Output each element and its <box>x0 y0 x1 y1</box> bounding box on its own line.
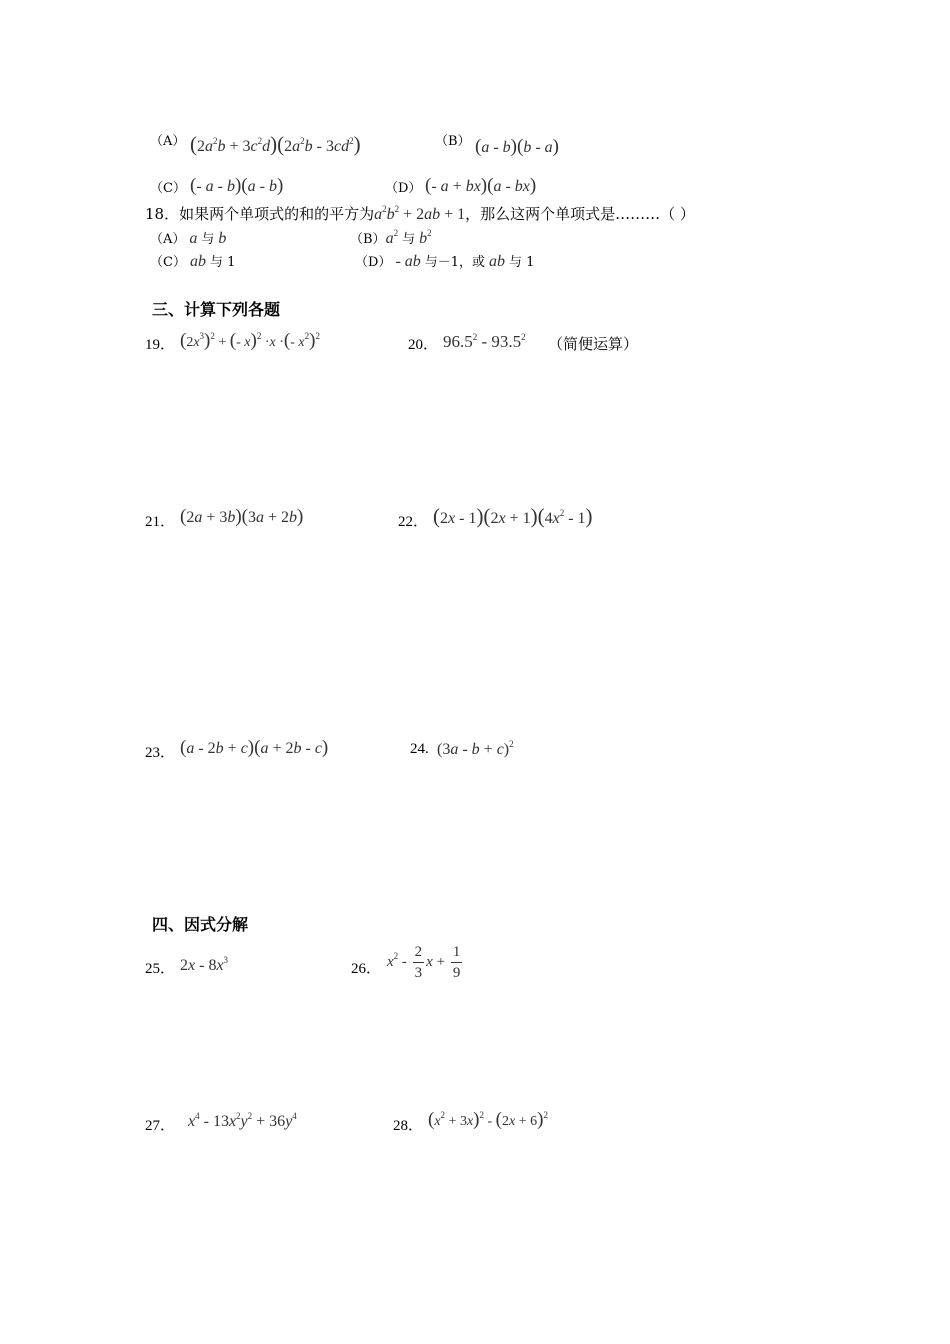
q17-option-c-expression: (- a - b)(a - b) <box>190 175 284 196</box>
q19-expression: $(2x^3)^2$ + (- x)$^2$ ·x ·(- $x^2)^2$ <box>180 330 320 351</box>
q18-stem: 18．如果两个单项式的和的平方为$a^2b^2 + 2ab + 1$，那么这两个单项式是………（ ） <box>145 204 695 223</box>
q24-number: 24. <box>410 741 429 757</box>
section4-heading: 四、因式分解 <box>152 915 249 934</box>
q22-number: 22． <box>398 514 429 530</box>
q17-option-c-label: （C） <box>150 181 186 196</box>
q28-expression: $(x^2 + 3x)^2 - (2x + 6)^2$ <box>428 1109 548 1130</box>
q17-option-d-expression: (- a + bx)(a - bx) <box>425 175 537 196</box>
q18-option-d: （D） - ab 与－1，或 ab 与 1 <box>355 253 535 270</box>
q19-number: 19． <box>145 337 176 353</box>
q27-number: 27． <box>145 1118 176 1134</box>
q17-option-b-label: （B） <box>435 134 471 149</box>
q17-option-d-label: （D） <box>385 181 422 196</box>
q22-expression: $(2x - 1)(2x + 1)(4x^2 - 1)$ <box>433 504 593 528</box>
q20-note: （简便运算） <box>548 335 639 353</box>
q18-option-a: （A） a 与 b <box>150 230 227 247</box>
q17-option-a-label: （A） <box>150 134 186 149</box>
q24-expression: $(3a - b + c)^2$ <box>437 739 514 758</box>
q27-expression: $x^4 - 13x^2y^2 + 36y^4$ <box>188 1111 297 1130</box>
q18-option-c: （C） ab 与 1 <box>150 253 236 270</box>
q26-number: 26． <box>351 961 382 977</box>
q26-expression: $x^2$ - $\frac{2}{3}$ x + $\frac{1}{9}$ <box>387 944 461 981</box>
section3-heading: 三、计算下列各题 <box>152 300 281 319</box>
q18-option-b: $(B)a^2$ 与 $b^2$ <box>350 228 432 247</box>
q23-number: 23． <box>145 745 176 761</box>
q21-expression: (2a + 3b)(3a + 2b) <box>180 506 304 527</box>
q25-number: 25． <box>145 961 176 977</box>
q17-option-b-expression: (a - b)(b - a) <box>475 136 559 157</box>
q28-number: 28． <box>393 1118 424 1134</box>
q20-expression: 96.5$^2$ - 93.5$^2$ <box>443 332 526 351</box>
q21-number: 21． <box>145 514 176 530</box>
q20-number: 20． <box>408 337 439 353</box>
q23-expression: (a - 2b + c)(a + 2b - c) <box>180 737 329 758</box>
q25-expression: $2x - 8x^3$ <box>180 955 229 974</box>
q17-option-a-expression: $(2a^2b + 3c^2d)(2a^2b - 3cd^2)$ <box>190 132 361 156</box>
